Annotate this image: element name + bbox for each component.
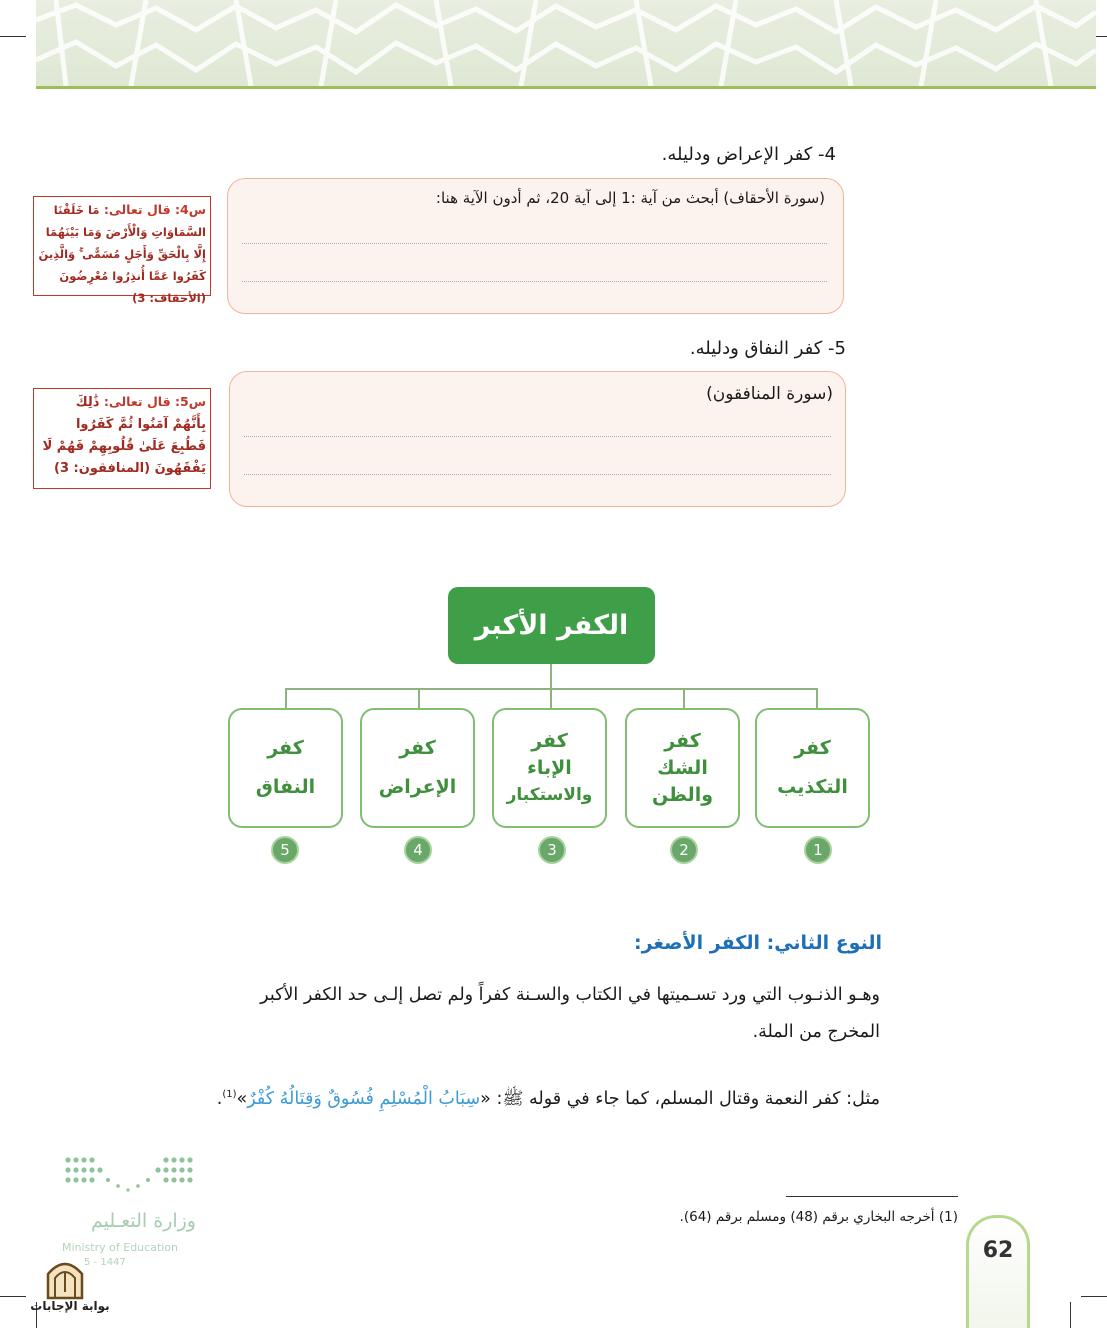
- diagram-node-1: [755, 708, 870, 828]
- side-note-4: [33, 196, 211, 305]
- ministry-logo-icon: [62, 1154, 196, 1196]
- node-line: التكذيب: [777, 776, 848, 798]
- page-number: 62: [982, 1238, 1014, 1263]
- diagram-node-4: [360, 708, 475, 828]
- diagram-connector: [550, 664, 552, 688]
- node-number-1: 1: [804, 836, 832, 864]
- page-number-tab: [966, 1215, 1030, 1328]
- node-line: والاستكبار: [506, 784, 593, 805]
- diagram-connector: [418, 688, 420, 708]
- node-line: والظن: [651, 783, 714, 806]
- node-line: الإباء: [527, 756, 572, 779]
- side-note-label: س4: قال تعالى:: [103, 202, 206, 217]
- answer-box-5-prompt: (سورة المنافقون): [706, 384, 833, 404]
- paragraph-line-1: وهـو الذنـوب التي ورد تسـميتها في الكتاب والسـنة كفراً ولم تصل إلـى حد الكفر الأكبر: [260, 985, 880, 1005]
- node-line: كفر: [794, 737, 831, 759]
- diagram-connector: [816, 688, 818, 708]
- question-4-title: 4- كفر الإعراض ودليله.: [661, 144, 836, 165]
- node-line: النفاق: [255, 776, 316, 798]
- crop-mark: [0, 1296, 26, 1297]
- side-note-5: [33, 388, 211, 489]
- side-note-ayah: ذَٰلِكَ بِأَنَّهُمْ آمَنُوا ثُمَّ كَفَرُوا فَطُبِعَ عَلَىٰ قُلُوبِهِمْ فَهُمْ لَا يَفْقَهُونَ (المنافقون: 3): [42, 395, 206, 476]
- diagram-connector: [285, 688, 287, 708]
- node-number-3: 3: [538, 836, 566, 864]
- node-number-2: 2: [670, 836, 698, 864]
- node-number-4: 4: [404, 836, 432, 864]
- side-note-ayah: مَا خَلَقْنَا السَّمَاوَاتِ وَالْأَرْضَ وَمَا بَيْنَهُمَا إِلَّا بِالْحَقِّ وَأَجَلٍ مُسَمًّى ۚ وَالَّذِينَ كَفَرُوا عَمَّا أُنذِرُوا مُعْرِضُونَ (الأحقاف: 3): [38, 203, 206, 305]
- answer-box-4: [227, 178, 844, 314]
- paragraph-line-2: المخرج من الملة.: [752, 1022, 880, 1042]
- question-5-title: 5- كفر النفاق ودليله.: [689, 338, 846, 359]
- ministry-name-ar: وزارة التعـليم: [90, 1210, 196, 1232]
- side-note-label: س5: قال تعالى:: [103, 394, 206, 409]
- header-pattern: [36, 0, 1096, 86]
- answer-line[interactable]: [244, 436, 831, 437]
- hadith-text: سِبَابُ الْمُسْلِمِ فُسُوقٌ وَقِتَالُهُ كُفْرٌ: [247, 1088, 481, 1109]
- crop-mark: [0, 36, 26, 37]
- node-line: الشك: [657, 756, 708, 779]
- answer-line[interactable]: [242, 281, 827, 282]
- diagram-connector: [550, 688, 552, 708]
- example-suffix: »: [236, 1088, 248, 1109]
- diagram-node-5: [228, 708, 343, 828]
- ministry-year: 5 - 1447: [84, 1257, 126, 1268]
- answer-box-5: [229, 371, 846, 507]
- footnote-ref: (1): [222, 1089, 237, 1100]
- example-line: [190, 1076, 880, 1118]
- node-line: الإعراض: [378, 776, 457, 798]
- diagram-node-3: [492, 708, 607, 828]
- example-prefix: مثل: كفر النعمة وقتال المسلم، كما جاء في قوله ﷺ: «: [480, 1088, 880, 1109]
- watermark-text: بوابة الإجابات: [30, 1299, 110, 1313]
- example-end: .: [216, 1088, 223, 1109]
- node-line: كفر: [267, 737, 304, 759]
- diagram-connector: [683, 688, 685, 708]
- diagram-node-2: [625, 708, 740, 828]
- crop-mark: [1070, 1302, 1071, 1328]
- answer-line[interactable]: [244, 474, 831, 475]
- footnote: (1) أخرجه البخاري برقم (48) ومسلم برقم (64).: [679, 1209, 958, 1225]
- ministry-name-en: Ministry of Education: [62, 1241, 179, 1254]
- header-divider: [36, 86, 1096, 89]
- section-title: النوع الثاني: الكفر الأصغر:: [634, 932, 882, 954]
- watermark-logo-icon: [44, 1256, 86, 1300]
- footnote-divider: [786, 1196, 958, 1197]
- node-line: كفر: [531, 729, 568, 752]
- node-line: كفر: [399, 737, 436, 759]
- answer-box-4-prompt: (سورة الأحقاف) أبحث من آية :1 إلى آية 20، ثم أدون الآية هنا:: [435, 189, 825, 207]
- node-number-5: 5: [271, 836, 299, 864]
- answer-line[interactable]: [242, 243, 827, 244]
- crop-mark: [1081, 1296, 1107, 1297]
- node-line: كفر: [664, 729, 701, 752]
- diagram-root-node: الكفر الأكبر: [448, 587, 655, 664]
